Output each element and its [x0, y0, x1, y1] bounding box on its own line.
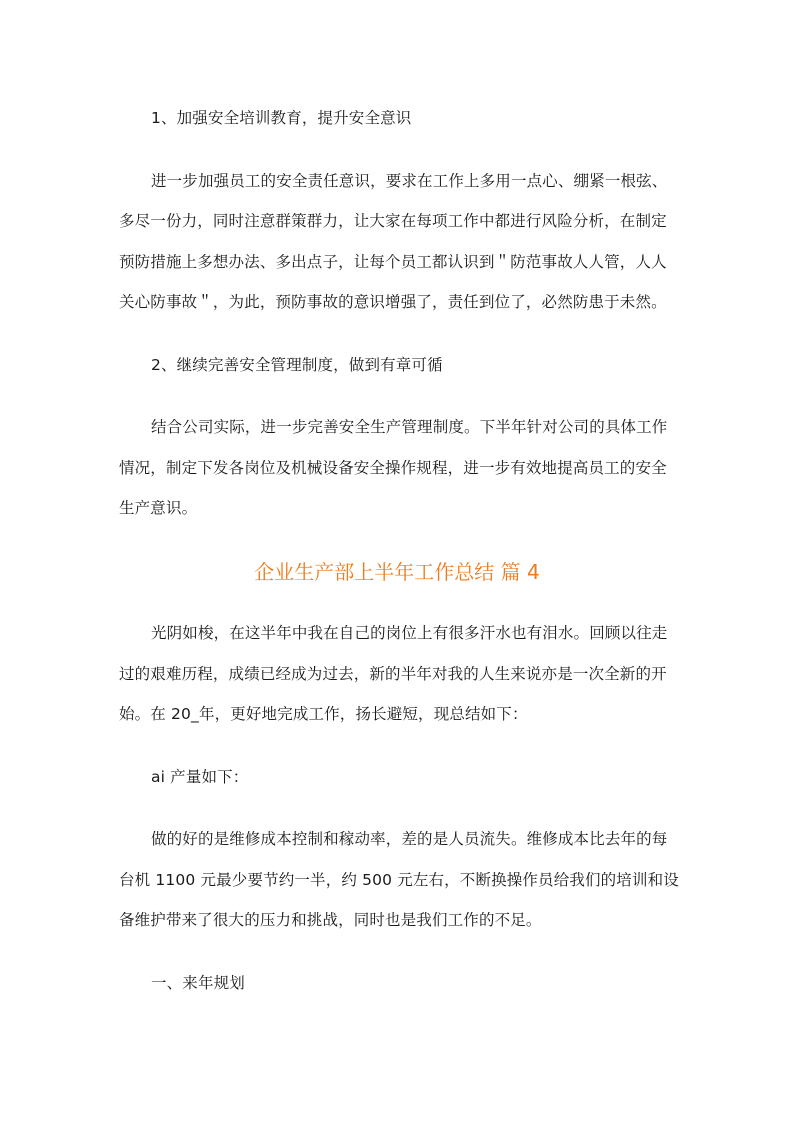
paragraph-line: 台机 1100 元最少要节约一半，约 500 元左右，不断换操作员给我们的培训和设	[119, 871, 679, 889]
paragraph-line: 多尽一份力，同时注意群策群力，让大家在每项工作中都进行风险分析，在制定	[119, 212, 667, 230]
paragraph-line: 备维护带来了很大的压力和挑战，同时也是我们工作的不足。	[119, 911, 542, 929]
paragraph-line: 光阴如梭，在这半年中我在自己的岗位上有很多汗水也有泪水。回顾以往走	[151, 624, 668, 642]
section-1-title: 1、加强安全培训教育，提升安全意识	[151, 109, 412, 127]
section-2-title: 2、继续完善安全管理制度，做到有章可循	[151, 356, 443, 374]
paragraph-line: 始。在 20_年，更好地完成工作，扬长避短，现总结如下：	[119, 705, 528, 723]
paragraph-line: 结合公司实际，进一步完善安全生产管理制度。下半年针对公司的具体工作	[151, 418, 668, 436]
paragraph-line: 进一步加强员工的安全责任意识，要求在工作上多用一点心、绷紧一根弦、	[151, 172, 668, 190]
paragraph-line: 关心防事故＂，为此，预防事故的意识增强了，责任到位了，必然防患于未然。	[119, 293, 667, 311]
section-3-title: 一、来年规划	[151, 974, 245, 992]
paragraph-line: 预防措施上多想办法、多出点子，让每个员工都认识到＂防范事故人人管，人人	[119, 253, 667, 271]
paragraph-line: 情况，制定下发各岗位及机械设备安全操作规程，进一步有效地提高员工的安全	[119, 459, 667, 477]
paragraph-line: 生产意识。	[119, 499, 198, 517]
section-heading: 企业生产部上半年工作总结 篇 4	[254, 560, 540, 584]
paragraph-line: 过的艰难历程，成绩已经成为过去，新的半年对我的人生来说亦是一次全新的开	[119, 665, 667, 683]
output-label: ai 产量如下：	[151, 768, 249, 786]
paragraph-line: 做的好的是维修成本控制和稼动率，差的是人员流失。维修成本比去年的每	[151, 830, 668, 848]
